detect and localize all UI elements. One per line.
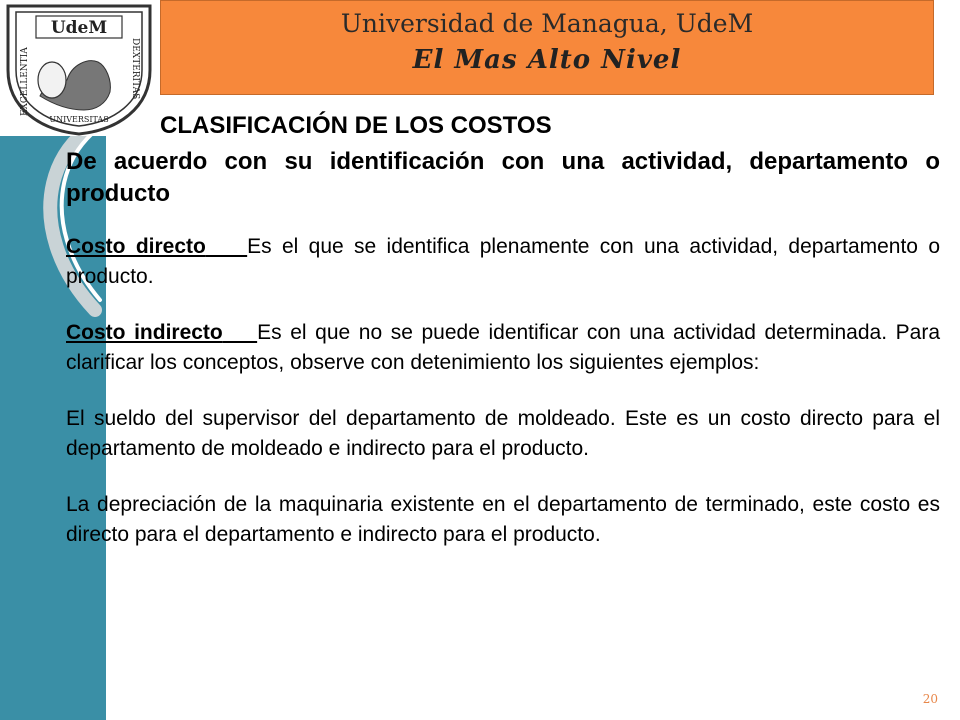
university-seal xyxy=(0,0,158,136)
svg-text:DEXTERITAS: DEXTERITAS xyxy=(130,38,140,100)
university-title: Universidad de Managua, UdeM xyxy=(340,9,754,38)
svg-text:UNIVERSITAS: UNIVERSITAS xyxy=(49,115,109,124)
definition-costo-indirecto xyxy=(66,318,940,378)
definition-costo-directo xyxy=(66,232,940,292)
university-motto: El Mas Alto Nivel xyxy=(412,45,682,75)
example-paragraph: La depreciación de la maquinaria existente en el departamento de terminado, este costo es directo para el departamento e indirecto para el producto. xyxy=(66,493,940,546)
definition-text: Es el que no se puede identificar con una actividad determinada. Para clarificar los conceptos, observe con detenimiento los siguientes ejemplos: xyxy=(66,321,940,374)
svg-text:UdeM: UdeM xyxy=(50,18,108,38)
definition-text: Es el que se identifica plenamente con una actividad, departamento o producto. xyxy=(66,235,940,288)
svg-text:EXCELLENTIA: EXCELLENTIA xyxy=(20,47,30,116)
slide-content xyxy=(66,146,940,576)
page-number: 20 xyxy=(922,692,938,706)
example-paragraph: El sueldo del supervisor del departamento de moldeado. Este es un costo directo para el departamento de moldeado e indirecto para el producto. xyxy=(66,407,940,460)
slide-title: CLASIFICACIÓN DE LOS COSTOS xyxy=(160,112,552,139)
header-bar xyxy=(160,0,934,95)
university-seal-icon xyxy=(0,0,158,136)
slide-subtitle: De acuerdo con su identificación con una actividad, departamento o producto xyxy=(66,148,940,207)
term-costo-directo: Costo directo xyxy=(66,235,206,258)
term-costo-indirecto: Costo indirecto xyxy=(66,321,223,344)
